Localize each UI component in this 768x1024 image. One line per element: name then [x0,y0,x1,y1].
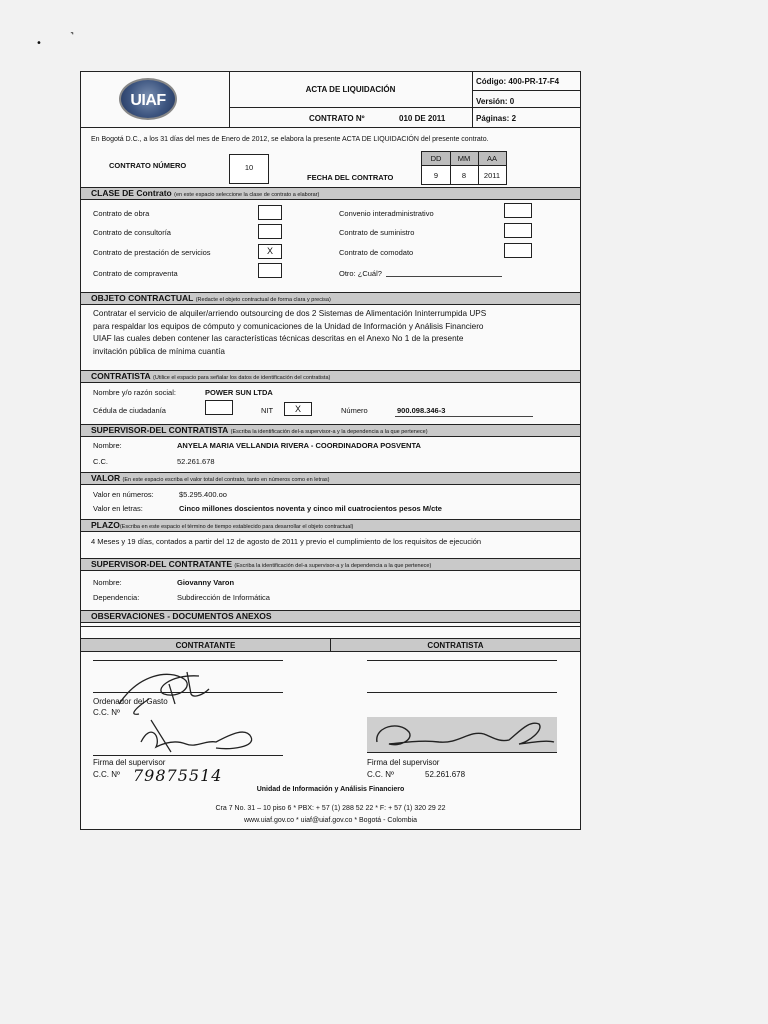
valor-numeros-label: Valor en números: [93,490,154,499]
nit-checkbox[interactable]: X [284,402,312,416]
section-contratista: CONTRATISTA (Utilice el espacio para señalar los datos de identificación del contratista) [81,370,580,383]
contratista-heading: CONTRATISTA [427,641,484,650]
clase-otro-line [386,276,502,277]
contratista-numero-value: 900.098.346-3 [397,406,446,415]
year-header: AA [486,154,497,163]
clase-checkbox[interactable]: X [258,244,282,259]
clase-option-label: Contrato de obra [93,209,150,218]
clase-option-label: Contrato de compraventa [93,269,178,278]
objeto-line: Contratar el servicio de alquiler/arriendo outsourcing de dos 2 Sistemas de Alimentación Ininterrumpida UPS [93,309,487,318]
contract-date-label: FECHA DEL CONTRATO [307,173,394,182]
day-header: DD [430,154,442,163]
signature-supervisor-right [369,712,559,757]
clase-option-label: Contrato de prestación de servicios [93,248,211,257]
supervisor-contratista-cc-label: C.C. [93,457,108,466]
supervisor-contratante-nombre-value: Giovanny Varon [177,578,235,587]
clase-checkbox[interactable] [504,223,532,238]
footer-address: Cra 7 No. 31 – 10 piso 6 * PBX: + 57 (1) 288 52 22 * F: + 57 (1) 320 29 22 [215,805,446,812]
section-objeto: OBJETO CONTRACTUAL (Redacte el objeto contractual de forma clara y precisa) [81,292,580,305]
contract-number-label: CONTRATO Nº [309,114,365,123]
document-title: ACTA DE LIQUIDACIÓN [305,85,396,94]
handwritten-cc-left: 79875514 [133,766,223,785]
firma-supervisor-left-cc-label: C.C. Nº [93,770,120,779]
scan-dot-mark: • [36,38,42,49]
contratista-nombre-label: Nombre y/o razón social: [93,388,176,397]
valor-numeros-value: $5.295.400.oo [179,490,227,499]
clase-checkbox[interactable] [258,263,282,278]
section-plazo: PLAZO(Escriba en este espacio el término de tiempo establecido para desarrollar el objeto contractual) [81,519,580,532]
signature-ordenador [109,664,229,719]
document-pages: Páginas: 2 [476,114,517,123]
supervisor-contratista-nombre-label: Nombre: [93,441,122,450]
firma-supervisor-right-label: Firma del supervisor [367,758,440,767]
clase-checkbox[interactable] [504,243,532,258]
document-version: Versión: 0 [476,97,515,106]
scan-tick-mark: ˺ [70,30,74,44]
objeto-line: para respaldar los equipos de cómputo y comunicaciones de la Unidad de Información y Análisis Financiero [93,322,484,331]
contract-number-value: 010 DE 2011 [399,114,446,123]
acta-document [80,71,581,830]
contratista-nombre-value: POWER SUN LTDA [205,388,273,397]
month-value: 8 [461,171,467,180]
clase-checkbox[interactable] [258,224,282,239]
contratante-heading: CONTRATANTE [175,641,236,650]
section-valor: VALOR (En este espacio escriba el valor total del contrato, tanto en números como en letras) [81,472,580,485]
day-value: 9 [433,171,439,180]
ordenador-gasto-label: Ordenador del Gasto [93,697,168,706]
supervisor-contratista-cc-value: 52.261.678 [177,457,215,466]
supervisor-contratista-nombre-value: ANYELA MARIA VELLANDIA RIVERA - COORDINADORA POSVENTA [177,441,421,450]
valor-letras-label: Valor en letras: [93,504,143,513]
section-clase: CLASE DE Contrato (en este espacio seleccione la clase de contrato a elaborar) [81,187,580,200]
contratista-numero-label: Número [341,406,368,415]
footer-web: www.uiaf.gov.co * uiaf@uiaf.gov.co * Bogotá - Colombia [244,817,417,824]
objeto-line: UIAF las cuales deben contener las características técnicas descritas en el Anexo No 1 de la presente [93,334,464,343]
firma-supervisor-right-cc-label: C.C. Nº [367,770,394,779]
clase-option-label: Contrato de suministro [339,228,415,237]
footer-org: Unidad de Información y Análisis Financiero [256,786,405,793]
uiaf-logo: UIAF [119,78,177,120]
month-header: MM [457,154,471,163]
clase-option-label: Convenio interadministrativo [339,209,434,218]
signature-supervisor-left [121,712,261,757]
section-observaciones: OBSERVACIONES - DOCUMENTOS ANEXOS [81,610,580,623]
clase-checkbox[interactable] [258,205,282,220]
clase-option-label: Contrato de comodato [339,248,414,257]
supervisor-contratante-dependencia-value: Subdirección de Informática [177,593,270,602]
clase-checkbox[interactable] [504,203,532,218]
valor-letras-value: Cinco millones doscientos noventa y cinco mil cuatrocientos pesos M/cte [179,504,442,513]
firma-supervisor-right-cc-value: 52.261.678 [425,770,466,779]
clase-option-label: Contrato de consultoría [93,228,171,237]
supervisor-contratante-dependencia-label: Dependencia: [93,593,140,602]
section-supervisor-contratante: SUPERVISOR-DEL CONTRATANTE (Escriba la identificación del-a supervisor-a y la dependencia a la que pertenece) [81,558,580,571]
supervisor-contratante-nombre-label: Nombre: [93,578,122,587]
contratista-nit-label: NIT [261,406,274,415]
intro-text: En Bogotá D.C., a los 31 días del mes de Enero de 2012, se elabora la presente ACTA DE LIQUIDACIÓN del presente contrato. [91,136,489,143]
contract-number-field-label: CONTRATO NÚMERO [109,161,187,170]
section-supervisor-contratista: SUPERVISOR-DEL CONTRATISTA (Escriba la identificación del-a supervisor-a y la dependencia a la que pertenece) [81,424,580,437]
clase-otro-label: Otro: ¿Cuál? [339,269,382,278]
cedula-checkbox[interactable] [205,400,233,415]
document-code: Código: 400-PR-17-F4 [476,77,560,86]
ordenador-cc-label: C.C. Nº [93,708,120,717]
firma-supervisor-left-label: Firma del supervisor [93,758,166,767]
year-value: 2011 [483,171,501,180]
contract-date-table [421,151,507,185]
objeto-line: invitación pública de mínima cuantía [93,347,225,356]
contract-number-field: 10 [229,154,269,184]
contratista-cedula-label: Cédula de ciudadanía [93,406,166,415]
plazo-text: 4 Meses y 19 días, contados a partir del 12 de agosto de 2011 y previo el cumplimiento de los requisitos de ejecución [91,537,482,546]
